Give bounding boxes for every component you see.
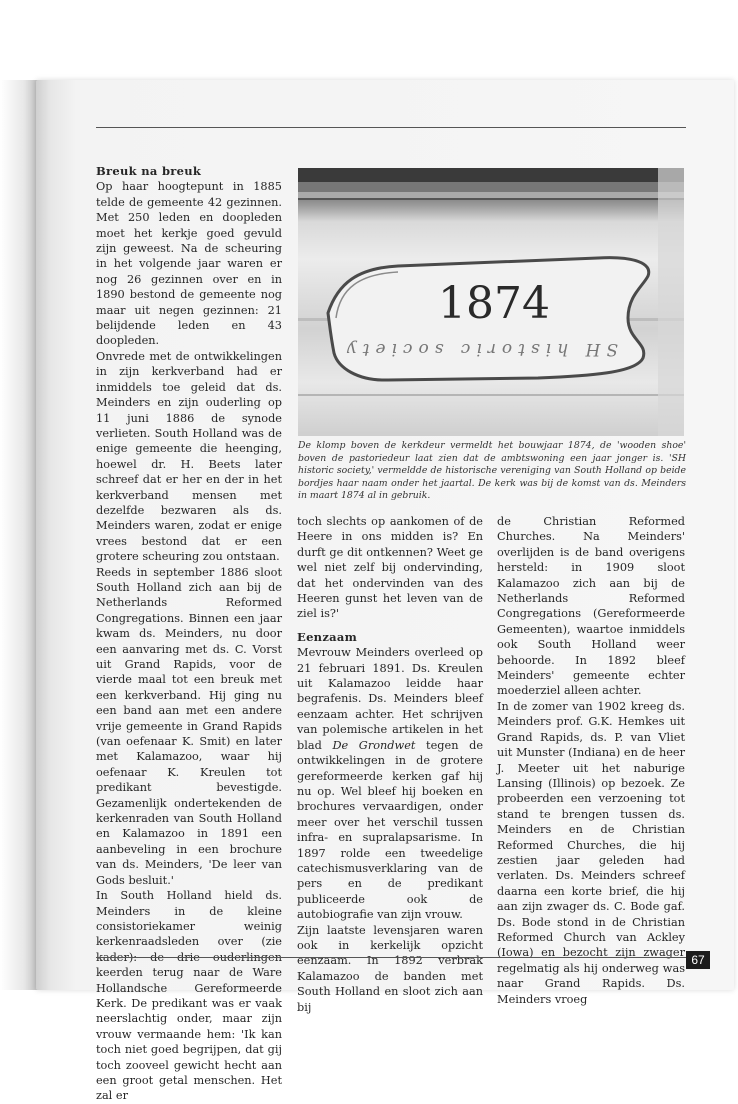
paragraph: Op haar hoogtepunt in 1885 telde de gemeente 42 gezinnen. Met 250 leden en doopleden moet het kerkje goed gevuld zijn geweest. Na de scheuring in het volgende jaar waren er nog 26 gezinnen over en in 1890 bestond de gemeente nog maar uit negen gezinnen: 21 belijdende leden en 43 doopleden. [96,180,282,348]
top-rule [96,127,686,128]
paragraph: Onvrede met de ontwikkelingen in zijn kerkverband had er inmiddels toe geleid dat ds. Meinders en zijn ouderling op 11 juni 1886 de synode verlieten. South Holland was de enige gemeente die heenging, hoewel dr. H. Beets later schreef dat er her en der in het kerkverband mensen met dezelfde bezwaren als ds. Meinders waren, zodat er enige vrees bestond dat er een grotere scheuring zou ontstaan. [96,349,282,564]
photo-caption: De klomp boven de kerkdeur vermeldt het bouwjaar 1874, de 'wooden shoe' boven de pastoriedeur laat zien dat de ambtswoning een jaar jonger is. 'SH historic society,' vermeldde de historische vereniging van South Holland op beide bordjes haar naam onder het jaartal. De kerk was bij de komst van ds. Meinders in maart 1874 al in gebruik. [298,440,686,501]
paragraph: Zijn laatste levensjaren waren ook in kerkelijk opzicht eenzaam. In 1892 verbrak Kalamazoo de banden met South Holland en sloot zich aan bij [297,923,483,1014]
photo-wooden-shoe-sign [298,168,684,436]
column-left [96,164,282,1104]
sign-mirrored-text: SH historic society [341,339,618,359]
bottom-rule [96,957,686,958]
section-heading-breuk: Breuk na breuk [96,164,202,178]
paragraph: de Christian Reformed Churches. Na Meinders' overlijden is de band overigens hersteld: in 1909 sloot Kalamazoo zich aan bij de Netherlands Reformed Congregations (Gereformeerde Gemeenten), waartoe inmiddels ook South Holland weer behoorde. In 1892 bleef Meinders' gemeente echter moederziel alleen achter. [497,515,685,698]
paragraph: toch slechts op aankomen of de Heere in ons midden is? En durft ge dit ontkennen? Weet ge wel niet zelf bij ondervinding, dat het ondervinden van des Heeren gunst het leven van de ziel is?' [297,515,483,621]
sign-year: 1874 [438,278,550,329]
column-right [497,514,685,1007]
wooden-shoe-sign-illustration [298,168,684,436]
binding-shadow [0,80,40,990]
journal-title: De Grondwet [332,738,416,752]
paragraph: Reeds in september 1886 sloot South Holland zich aan bij de Netherlands Reformed Congregations. Binnen een jaar kwam ds. Meinders, nu door een aanvaring met ds. C. Vorst uit Grand Rapids, voor de vierde maal tot een breuk met een kerkverband. Hij ging nu een band aan met een andere vrije gemeente in Grand Rapids (van oefenaar K. Smit) en later met Kalamazoo, waar hij oefenaar K. Kreulen tot predikant bevestigde. Gezamenlijk ondertekenden de kerkenraden van South Holland en Kalamazoo in 1891 een aanbeveling in een brochure van ds. Meinders, 'De leer van Gods besluit.' [96,565,282,887]
paragraph: Mevrouw Meinders overleed op 21 februari 1891. Ds. Kreulen uit Kalamazoo leidde haar begrafenis. Ds. Meinders bleef eenzaam achter. Het schrijven van polemische artikelen in het blad De Grondwet tegen de ontwikkelingen in de grotere gereformeerde kerken gaf hij nu op. Wel bleef hij boeken en brochures vervaardigen, onder meer over het verschil tussen infra- en supralapsarisme. In 1897 rolde een tweedelige catechismusverklaring van de pers en de predikant publiceerde ook de autobiografie van zijn vrouw. [297,646,484,922]
page-number: 67 [686,951,710,969]
section-heading-eenzaam: Eenzaam [297,629,358,644]
paragraph: In de zomer van 1902 kreeg ds. Meinders prof. G.K. Hemkes uit Grand Rapids, ds. P. van Vliet uit Munster (Indiana) en de heer J. Meeter uit het naburige Lansing (Illinois) op bezoek. Ze probeerden een verzoening tot stand te brengen tussen ds. Meinders en de Christian Reformed Churches, die hij zestien jaar geleden had verlaten. Ds. Meinders schreef daarna een korte brief, die hij aan zijn zwager ds. C. Bode gaf. Ds. Bode stond in de Christian Reformed Church van Ackley (Iowa) en bezocht zijn zwager regelmatig als hij onderweg was naar Grand Rapids. Ds. Meinders vroeg [497,699,685,1006]
paragraph: In South Holland hield ds. Meinders in de kleine consistoriekamer weinig kerkenraadsleden over (zie kader): de drie ouderlingen keerden terug naar de Ware Hollandsche Gereformeerde Kerk. De predikant was er vaak neerslachtig onder, maar zijn vrouw vermaande hem: 'Ik kan toch niet goed begrijpen, dat gij toch zooveel gewicht hecht aan een groot getal menschen. Het zal er [96,889,282,1103]
column-middle [297,514,483,1015]
